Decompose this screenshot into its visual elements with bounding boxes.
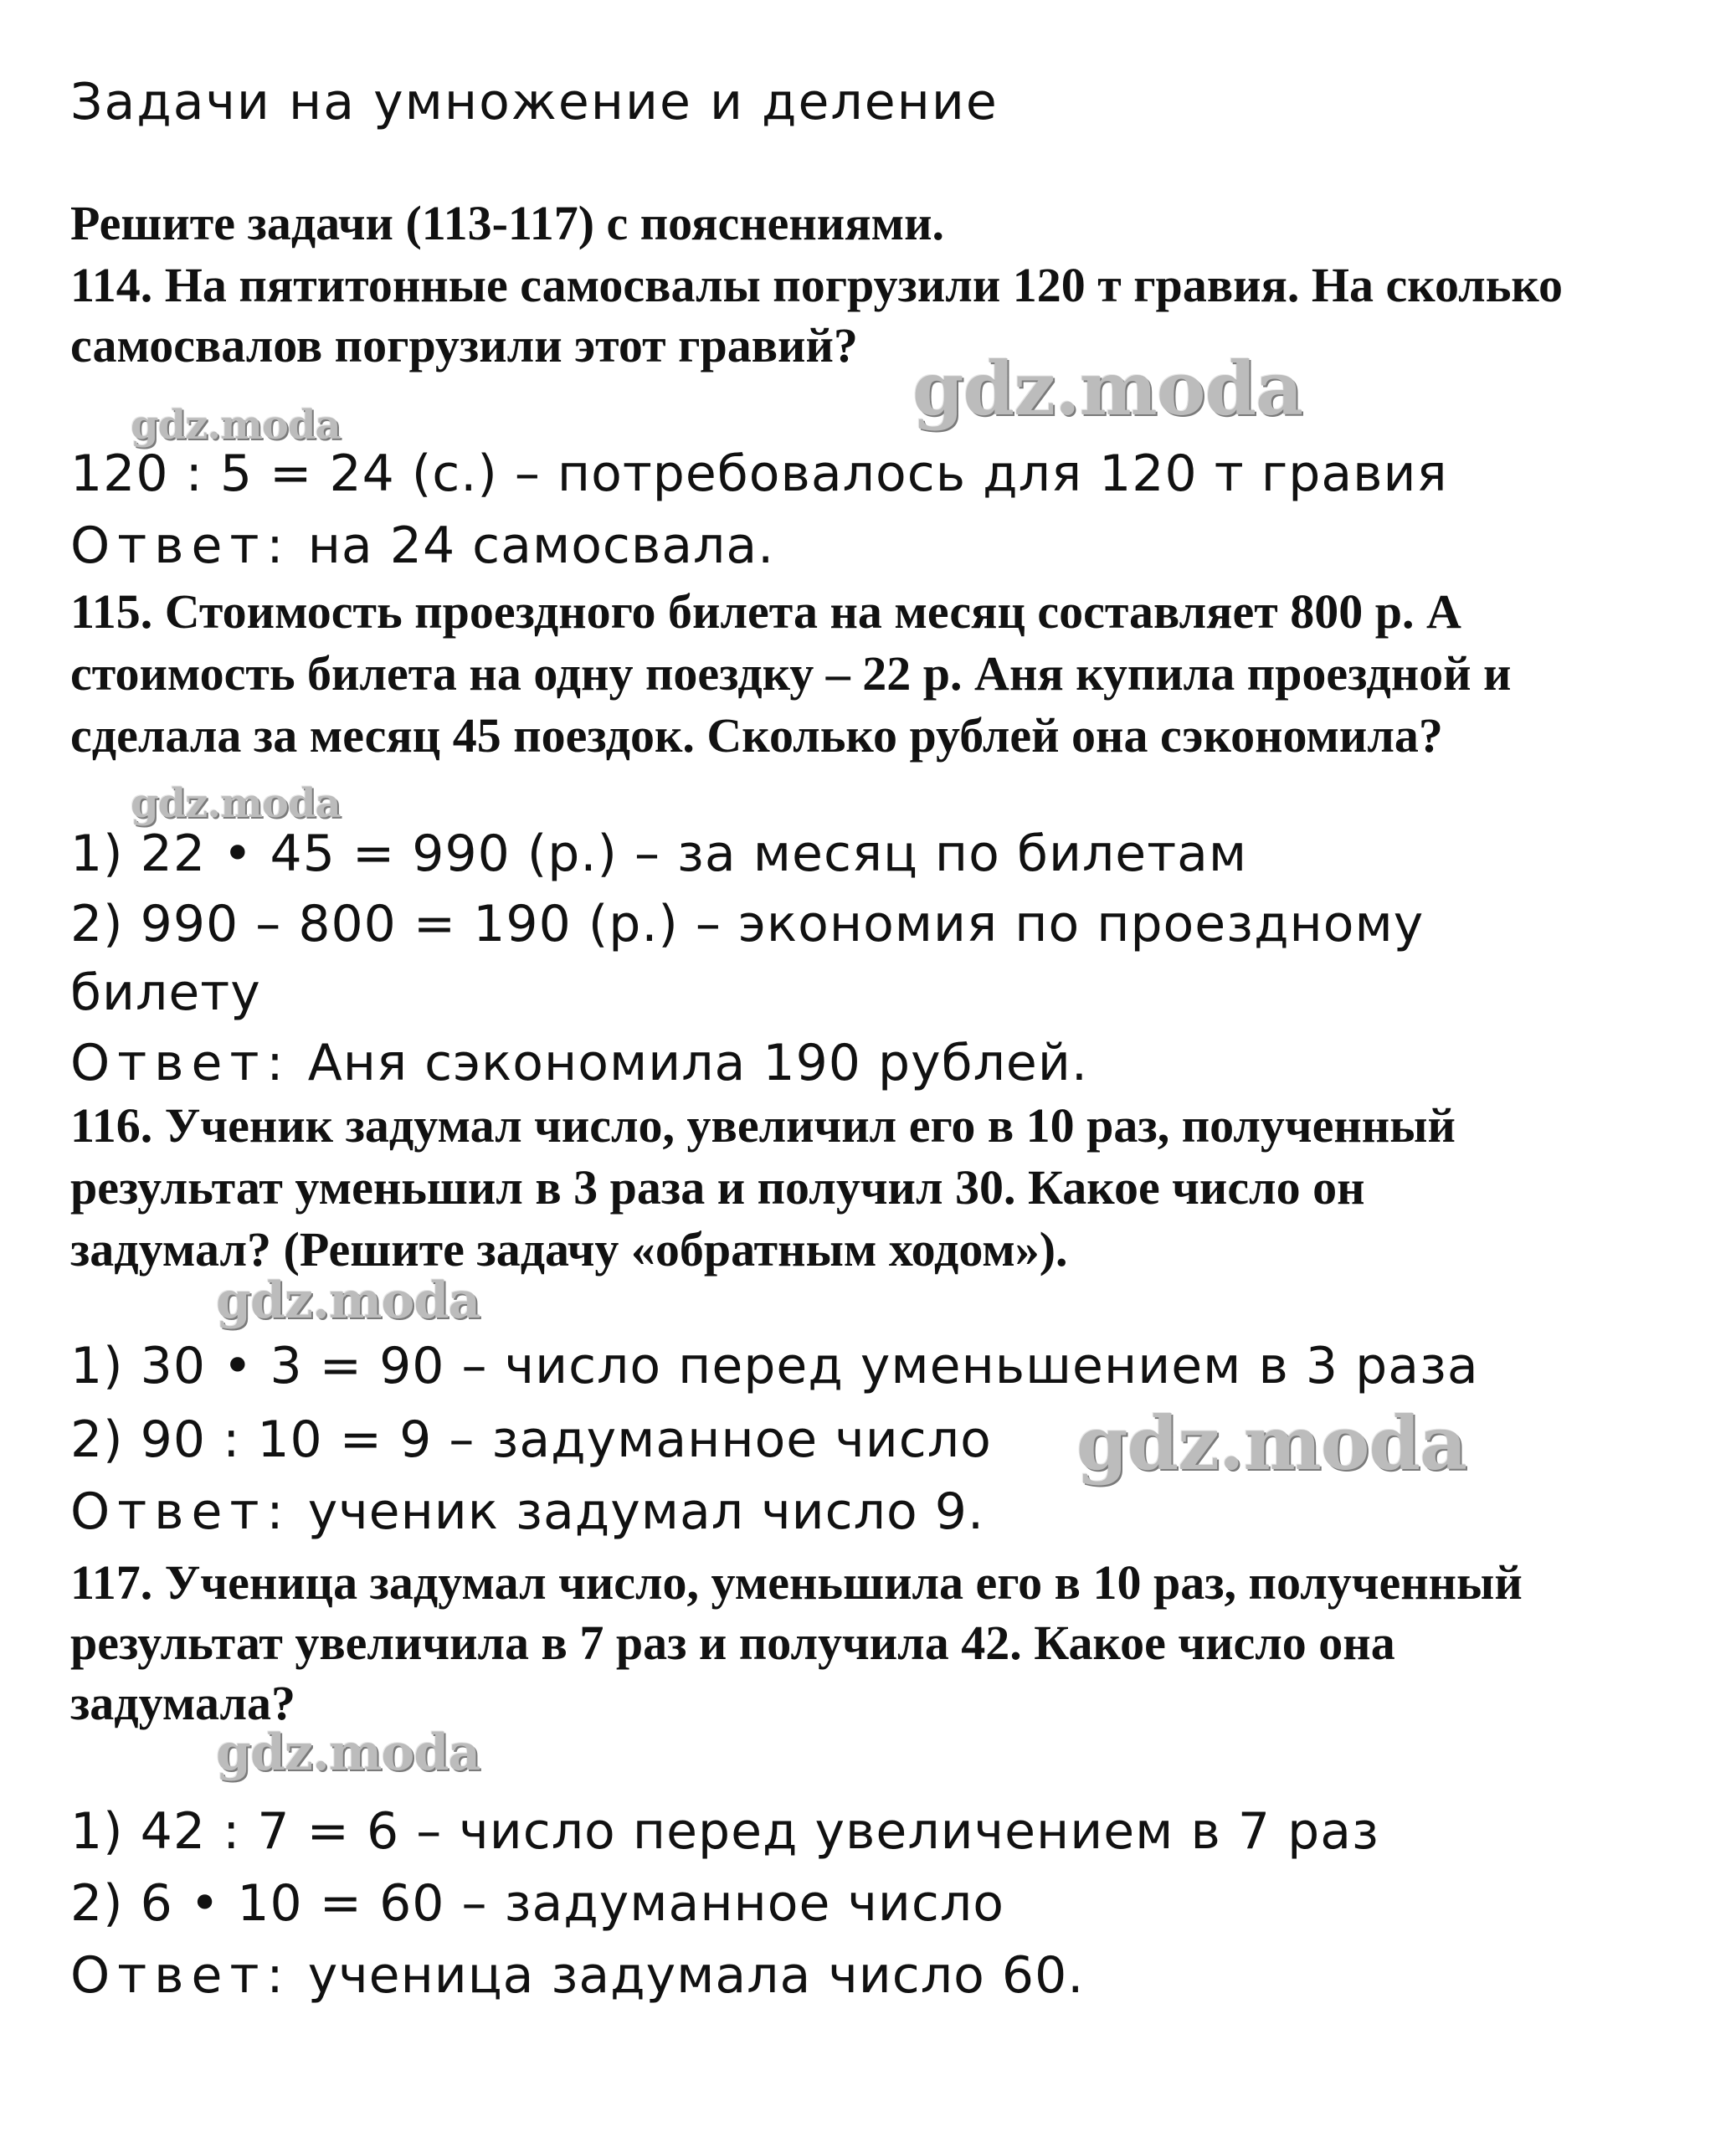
problem-114-step-1: 120 : 5 = 24 (с.) – потребовалось для 120 т гравия <box>70 444 1448 503</box>
problem-115-step-2: 2) 990 – 800 = 190 (р.) – экономия по проездному <box>70 895 1425 953</box>
watermark-logo: gdz.moda <box>216 1724 480 1782</box>
problem-115-question-line-2: стоимость билета на одну поездку – 22 р. Аня купила проездной и <box>70 646 1512 701</box>
problem-116-question-line-2: результат уменьшил в 3 раза и получил 30. Какое число он <box>70 1160 1365 1215</box>
problem-117-step-1: 1) 42 : 7 = 6 – число перед увеличением в 7 раз <box>70 1802 1379 1861</box>
answer-label: Ответ: <box>70 1034 291 1092</box>
problem-117-question-line-2: результат увеличила в 7 раз и получила 42. Какое число она <box>70 1616 1395 1670</box>
problem-116-step-1: 1) 30 • 3 = 90 – число перед уменьшением в 3 раза <box>70 1337 1479 1395</box>
problem-115-question-line-1: 115. Стоимость проездного билета на месяц составляет 800 р. А <box>70 584 1461 639</box>
watermark-logo: gdz.moda <box>216 1271 480 1330</box>
problem-115-question-line-3: сделала за месяц 45 поездок. Сколько рублей она сэкономила? <box>70 708 1443 763</box>
answer-label: Ответ: <box>70 1482 291 1541</box>
problem-116-question-line-1: 116. Ученик задумал число, увеличил его в 10 раз, полученный <box>70 1098 1456 1153</box>
problem-115-step-2-continued: билету <box>70 963 261 1022</box>
answer-label: Ответ: <box>70 1946 291 2005</box>
problem-115-step-1: 1) 22 • 45 = 990 (р.) – за месяц по билетам <box>70 825 1248 883</box>
problem-117-question-line-1: 117. Ученица задумал число, уменьшила его в 10 раз, полученный <box>70 1555 1523 1610</box>
instructions: Решите задачи (113-117) с пояснениями. <box>70 196 944 250</box>
page-title: Задачи на умножение и деление <box>70 73 999 131</box>
problem-117-answer <box>70 1946 1085 2005</box>
answer-label: Ответ: <box>70 516 291 575</box>
problem-116-question-line-3: задумал? (Решите задачу «обратным ходом»). <box>70 1222 1068 1277</box>
answer-text: ученица задумала число 60. <box>290 1946 1085 2005</box>
problem-117-step-2: 2) 6 • 10 = 60 – задуманное число <box>70 1874 1004 1933</box>
problem-114-answer <box>70 516 775 575</box>
answer-text: Аня сэкономила 190 рублей. <box>290 1034 1088 1092</box>
watermark-logo: gdz.moda <box>131 402 341 449</box>
answer-text: на 24 самосвала. <box>290 516 775 575</box>
watermark-logo: gdz.moda <box>1076 1400 1467 1487</box>
watermark-logo: gdz.moda <box>131 780 341 827</box>
problem-115-answer <box>70 1034 1088 1092</box>
problem-117-question-line-3: задумала? <box>70 1676 296 1730</box>
watermark-logo: gdz.moda <box>912 345 1303 432</box>
problem-116-step-2: 2) 90 : 10 = 9 – задуманное число <box>70 1410 992 1469</box>
problem-114-question-line-2: самосвалов погрузили этот гравий? <box>70 318 858 372</box>
problem-116-answer <box>70 1482 985 1541</box>
answer-text: ученик задумал число 9. <box>290 1482 985 1541</box>
problem-114-question-line-1: 114. На пятитонные самосвалы погрузили 120 т гравия. На сколько <box>70 258 1564 312</box>
